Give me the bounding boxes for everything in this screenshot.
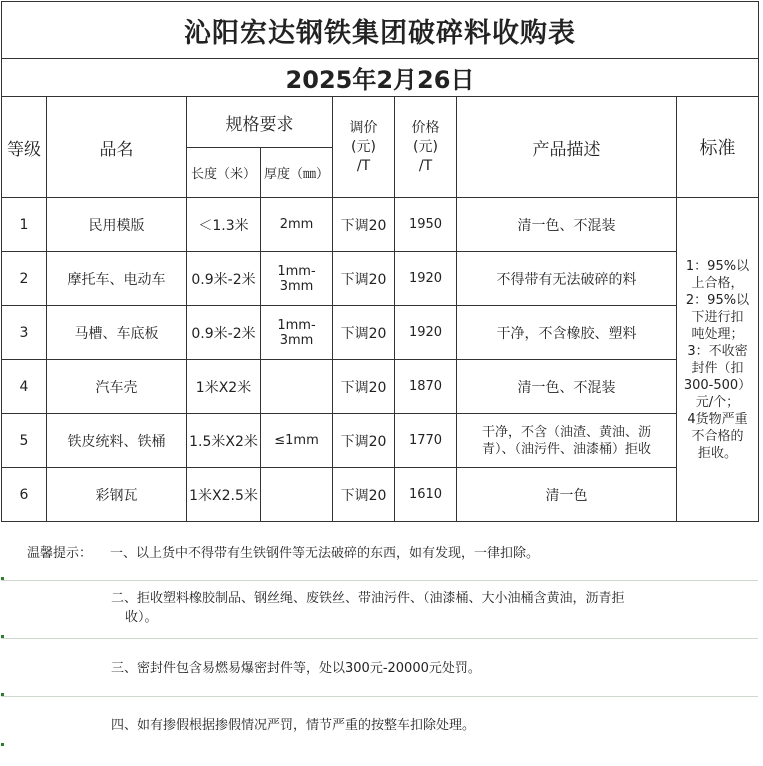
- note-text: 一、以上货中不得带有生铁钢件等无法破碎的东西，如有发现，一律扣除。: [110, 546, 540, 561]
- header-length: 长度（米）: [187, 148, 261, 198]
- row-grade: 2: [2, 252, 47, 306]
- note-text: 二、拒收塑料橡胶制品、钢丝绳、废铁丝、带油污件、（油漆桶、大小油桶含黄油，沥青拒 收）。: [111, 591, 625, 625]
- row-length: 0.9米-2米: [187, 306, 261, 360]
- header-adjust: 调价 (元) /T: [333, 97, 395, 198]
- note-item: [1, 525, 758, 581]
- row-price: 1870: [395, 360, 457, 414]
- row-thickness: [261, 360, 333, 414]
- standard-cell: 1：95%以 上合格， 2：95%以 下进行扣 吨处理； 3：不收密 封件（扣 300-500） 元/个； 4货物严重 不合格的 拒收。: [677, 198, 759, 522]
- row-description: 清一色、不混装: [457, 198, 677, 252]
- table-row: [2, 414, 759, 468]
- row-name: 摩托车、电动车: [47, 252, 187, 306]
- table-date: 2025年2月26日: [2, 59, 759, 97]
- row-length: ＜1.3米: [187, 198, 261, 252]
- row-price: 1950: [395, 198, 457, 252]
- header-spec: 规格要求: [187, 97, 333, 148]
- row-marker: [1, 743, 4, 746]
- note-item: [1, 639, 758, 697]
- row-thickness: 1mm-3mm: [261, 306, 333, 360]
- row-grade: 3: [2, 306, 47, 360]
- row-length: 1米X2米: [187, 360, 261, 414]
- header-standard: 标准: [677, 97, 759, 198]
- row-name: 彩钢瓦: [47, 468, 187, 522]
- row-adjust: 下调20: [333, 360, 395, 414]
- row-description: 不得带有无法破碎的料: [457, 252, 677, 306]
- row-grade: 6: [2, 468, 47, 522]
- notes-label: 温馨提示：: [27, 546, 93, 561]
- row-length: 1.5米X2米: [187, 414, 261, 468]
- row-thickness: ≤1mm: [261, 414, 333, 468]
- row-price: 1920: [395, 252, 457, 306]
- header-description: 产品描述: [457, 97, 677, 198]
- header-price: 价格 (元) /T: [395, 97, 457, 198]
- row-name: 铁皮统料、铁桶: [47, 414, 187, 468]
- row-price: 1610: [395, 468, 457, 522]
- row-length: 0.9米-2米: [187, 252, 261, 306]
- row-name: 民用模版: [47, 198, 187, 252]
- row-name: 马槽、车底板: [47, 306, 187, 360]
- row-description: 干净，不含橡胶、塑料: [457, 306, 677, 360]
- note-text: 三、密封件包含易燃易爆密封件等，处以300元-20000元处罚。: [111, 661, 481, 676]
- row-marker: [1, 577, 4, 580]
- row-price: 1920: [395, 306, 457, 360]
- row-thickness: 2mm: [261, 198, 333, 252]
- row-adjust: 下调20: [333, 306, 395, 360]
- header-name: 品名: [47, 97, 187, 198]
- note-item: [1, 697, 758, 753]
- row-adjust: 下调20: [333, 468, 395, 522]
- row-description: 干净，不含（油渣、黄油、沥 青）、（油污件、油漆桶）拒收: [457, 414, 677, 468]
- row-grade: 4: [2, 360, 47, 414]
- header-grade: 等级: [2, 97, 47, 198]
- table-row: [2, 468, 759, 522]
- row-adjust: 下调20: [333, 198, 395, 252]
- price-table: [1, 1, 759, 522]
- table-row: [2, 198, 759, 252]
- header-thickness: 厚度（㎜）: [261, 148, 333, 198]
- row-grade: 5: [2, 414, 47, 468]
- row-description: 清一色: [457, 468, 677, 522]
- row-adjust: 下调20: [333, 414, 395, 468]
- note-text: 四、如有掺假根据掺假情况严罚，情节严重的按整车扣除处理。: [111, 718, 476, 733]
- row-marker: [1, 693, 4, 696]
- note-item: [1, 581, 758, 639]
- row-price: 1770: [395, 414, 457, 468]
- row-length: 1米X2.5米: [187, 468, 261, 522]
- row-thickness: 1mm-3mm: [261, 252, 333, 306]
- row-marker: [1, 635, 4, 638]
- table-row: [2, 306, 759, 360]
- row-grade: 1: [2, 198, 47, 252]
- row-adjust: 下调20: [333, 252, 395, 306]
- table-title: 沁阳宏达钢铁集团破碎料收购表: [2, 2, 759, 59]
- row-description: 清一色、不混装: [457, 360, 677, 414]
- notes-section: [1, 525, 758, 753]
- row-thickness: [261, 468, 333, 522]
- table-row: [2, 252, 759, 306]
- table-row: [2, 360, 759, 414]
- row-name: 汽车壳: [47, 360, 187, 414]
